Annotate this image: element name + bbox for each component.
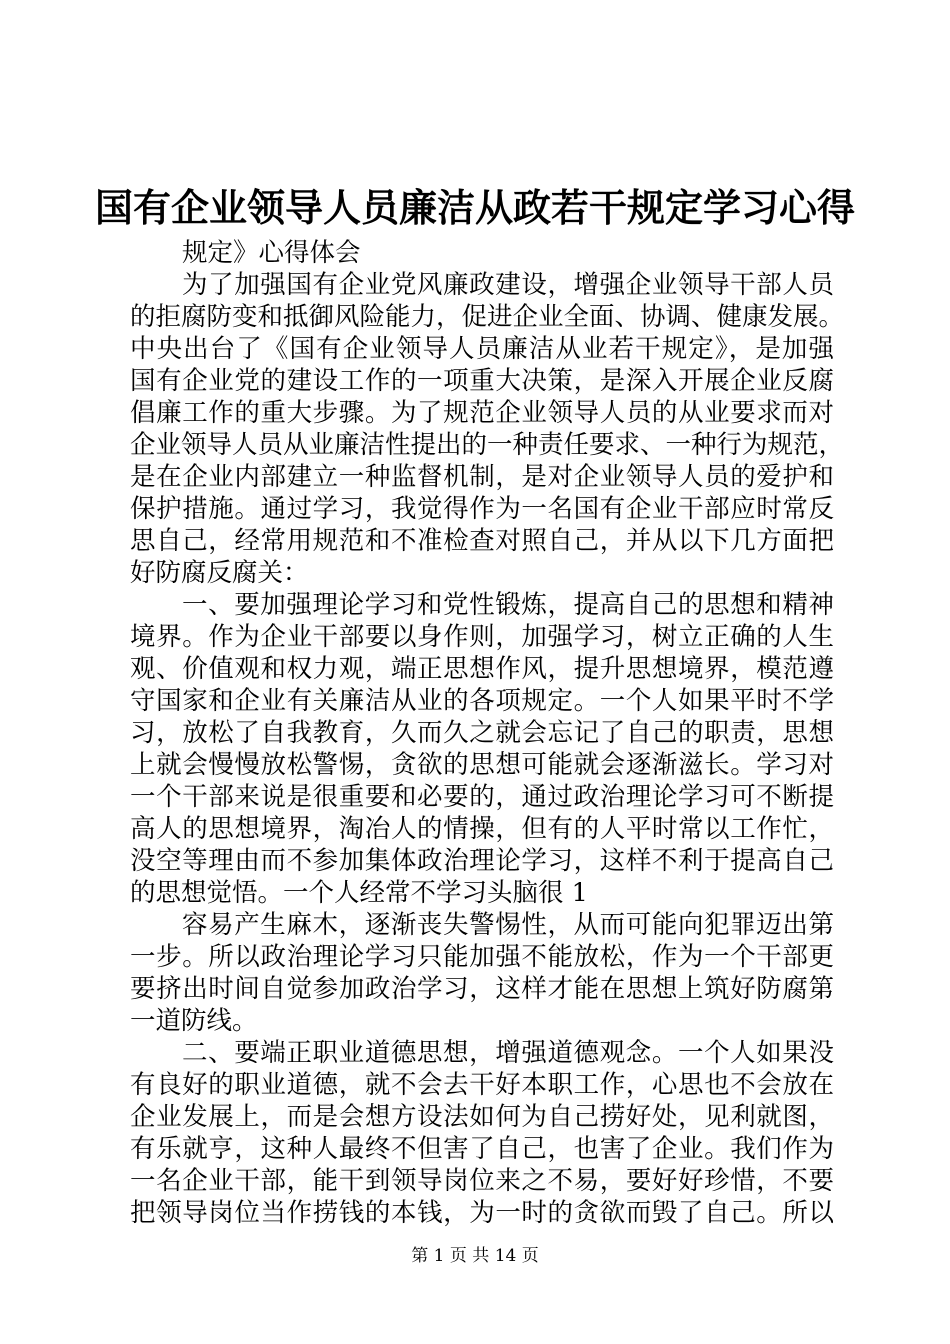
text-line: 一名企业干部，能干到领导岗位来之不易，要好好珍惜，不要 — [130, 1166, 834, 1196]
text-line: 的拒腐防变和抵御风险能力，促进企业全面、协调、健康发展。 — [130, 302, 845, 332]
paragraph-3 — [130, 909, 834, 1037]
text-line: 容易产生麻木，逐渐丧失警惕性，从而可能向犯罪迈出第 — [182, 910, 834, 940]
text-line: 要挤出时间自觉参加政治学习，这样才能在思想上筑好防腐第 — [130, 974, 834, 1004]
text-line: 上就会慢慢放松警惕，贪欲的思想可能就会逐渐滋长。学习对 — [130, 750, 834, 780]
document-title: 国有企业领导人员廉洁从政若干规定学习心得 — [94, 185, 855, 230]
text-line: 为了加强国有企业党风廉政建设，增强企业领导干部人员 — [182, 270, 834, 300]
text-line: 企业领导人员从业廉洁性提出的一种责任要求、一种行为规范， — [130, 430, 845, 460]
text-line: 习，放松了自我教育，久而久之就会忘记了自己的职责，思想 — [130, 718, 834, 748]
text-line: 思自己，经常用规范和不准检查对照自己，并从以下几方面把 — [130, 526, 834, 556]
document-body — [130, 237, 845, 1229]
text-line: 有良好的职业道德，就不会去干好本职工作，心思也不会放在 — [130, 1070, 834, 1100]
text-line: 高人的思想境界，淘冶人的情操，但有的人平时常以工作忙， — [130, 814, 834, 844]
text-line: 保护措施。通过学习，我觉得作为一名国有企业干部应时常反 — [130, 494, 834, 524]
text-line: 二、要端正职业道德思想，增强道德观念。一个人如果没 — [182, 1038, 834, 1068]
text-line: 国有企业党的建设工作的一项重大决策，是深入开展企业反腐 — [130, 366, 834, 396]
paragraph-4 — [130, 1037, 834, 1229]
subtitle-line: 规定》心得体会 — [182, 238, 361, 268]
page-footer: 第 1 页 共 14 页 — [411, 1246, 539, 1266]
text-line: 一、要加强理论学习和党性锻炼，提高自己的思想和精神 — [182, 590, 834, 620]
text-line: 一道防线。 — [130, 1006, 258, 1036]
text-line: 把领导岗位当作捞钱的本钱，为一时的贪欲而毁了自己。所以 — [130, 1198, 834, 1228]
text-line: 没空等理由而不参加集体政治理论学习，这样不利于提高自己 — [130, 846, 834, 876]
paragraph-2 — [130, 589, 834, 909]
text-line: 守国家和企业有关廉洁从业的各项规定。一个人如果平时不学 — [130, 686, 834, 716]
text-line: 企业发展上，而是会想方设法如何为自己捞好处，见利就图， — [130, 1102, 834, 1132]
text-line: 一个干部来说是很重要和必要的，通过政治理论学习可不断提 — [130, 782, 834, 812]
text-line: 有乐就亨，这种人最终不但害了自己，也害了企业。我们作为 — [130, 1134, 834, 1164]
text-line: 观、价值观和权力观，端正思想作风，提升思想境界，模范遵 — [130, 654, 834, 684]
text-line: 是在企业内部建立一种监督机制，是对企业领导人员的爱护和 — [130, 462, 834, 492]
text-line: 的思想觉悟。一个人经常不学习头脑很 1 — [130, 878, 588, 908]
text-line: 一步。所以政治理论学习只能加强不能放松，作为一个干部更 — [130, 942, 834, 972]
text-line: 好防腐反腐关： — [130, 558, 309, 588]
paragraph-1 — [130, 269, 845, 589]
text-line: 境界。作为企业干部要以身作则，加强学习，树立正确的人生 — [130, 622, 834, 652]
text-line: 倡廉工作的重大步骤。为了规范企业领导人员的从业要求而对 — [130, 398, 834, 428]
text-line: 中央出台了《国有企业领导人员廉洁从业若干规定》，是加强 — [130, 334, 834, 364]
